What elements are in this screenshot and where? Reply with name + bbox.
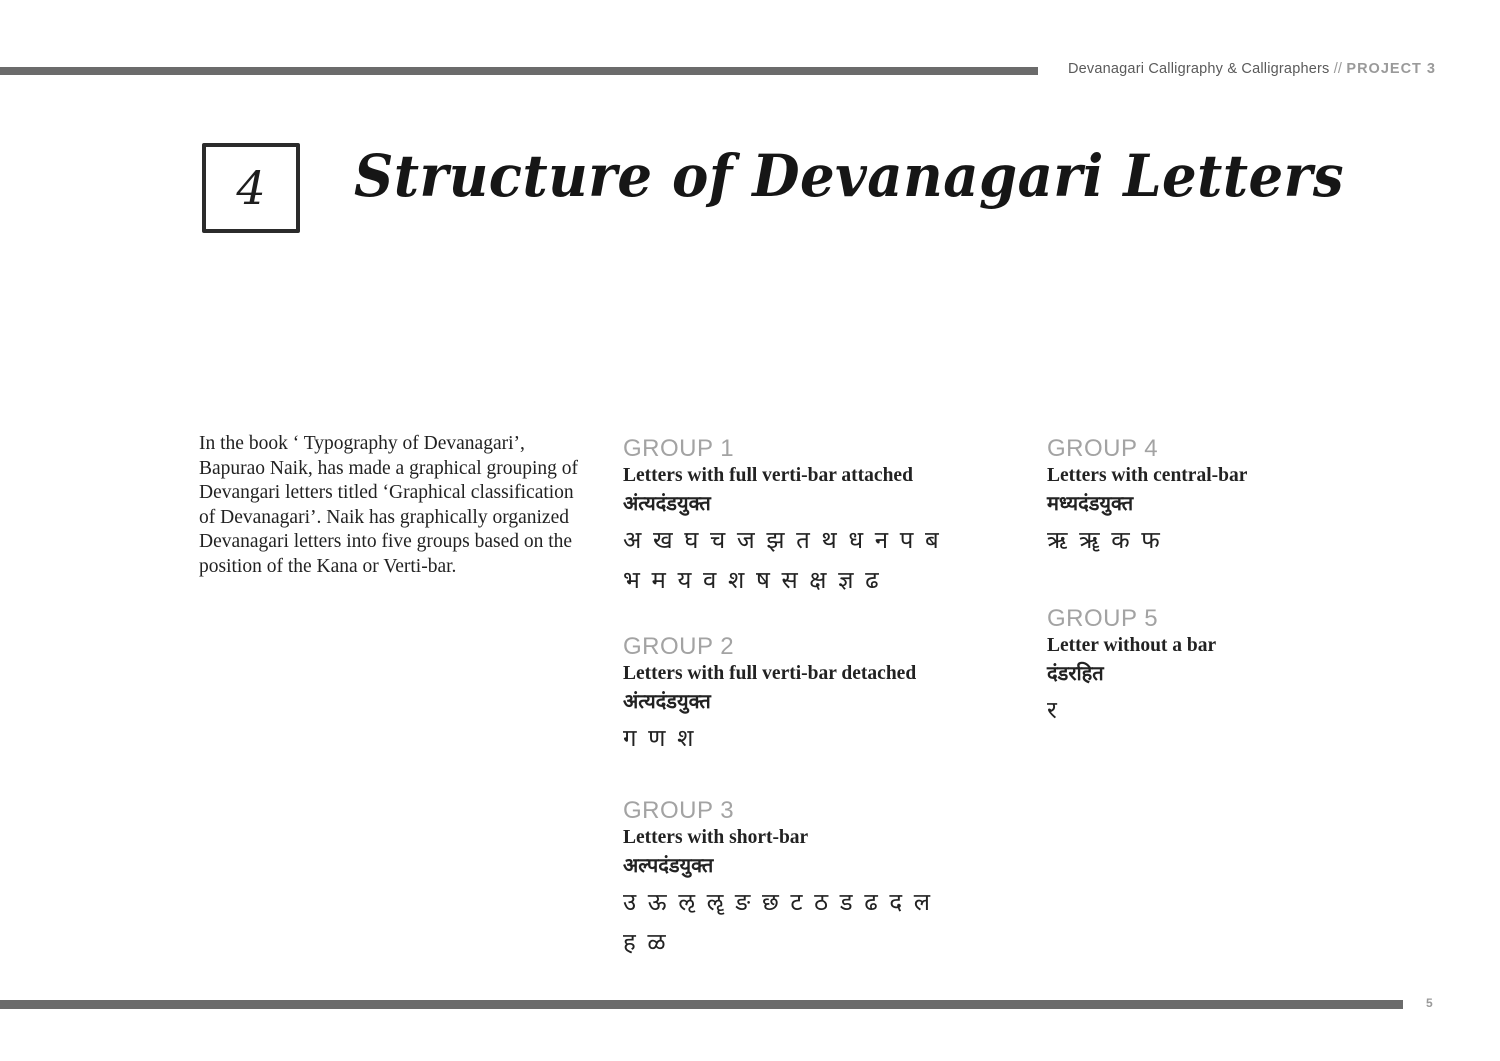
letter-line: ग ण श bbox=[623, 724, 694, 752]
letter-line: भ म य व श ष स क्ष ज्ञ ढ bbox=[623, 566, 879, 594]
chapter-number: 4 bbox=[236, 161, 266, 215]
group-hindi-title: अंत्यदंडयुक्त bbox=[623, 689, 711, 713]
header-separator: // bbox=[1333, 61, 1343, 77]
letter-line: र bbox=[1047, 696, 1057, 724]
letter-line: ऋ ॠ क फ bbox=[1047, 526, 1160, 554]
group-letters bbox=[623, 718, 1023, 758]
running-header bbox=[1068, 61, 1436, 77]
group-subtitle: Letters with full verti-bar attached bbox=[623, 465, 913, 486]
group-subtitle: Letters with full verti-bar detached bbox=[623, 663, 917, 684]
group-heading: GROUP 2 bbox=[623, 633, 735, 660]
group-3 bbox=[623, 797, 1023, 962]
group-letters bbox=[1047, 690, 1447, 730]
group-1 bbox=[623, 435, 1023, 600]
group-heading: GROUP 5 bbox=[1047, 605, 1159, 632]
group-subtitle: Letters with short-bar bbox=[623, 827, 809, 848]
group-letters bbox=[623, 520, 1023, 600]
letter-line: ह ळ bbox=[623, 928, 666, 956]
group-2 bbox=[623, 633, 1023, 758]
group-4 bbox=[1047, 435, 1447, 560]
group-hindi-title: अंत्यदंडयुक्त bbox=[623, 491, 711, 515]
running-title: Devanagari Calligraphy & Calligraphers bbox=[1067, 61, 1330, 77]
chapter-number-box bbox=[202, 143, 300, 233]
group-heading: GROUP 1 bbox=[623, 435, 735, 462]
project-label: PROJECT 3 bbox=[1346, 61, 1436, 77]
group-5 bbox=[1047, 605, 1447, 730]
group-hindi-title: अल्पदंडयुक्त bbox=[623, 853, 714, 877]
group-hindi-title: दंडरहित bbox=[1047, 661, 1104, 685]
group-heading: GROUP 3 bbox=[623, 797, 735, 824]
intro-paragraph: In the book ‘ Typography of Devanagari’, Bapurao Naik, has made a graphical grouping of Devangari letters titled ‘Graphical classification of Devanagari’. Naik has graphically organized Devanagari letters into five groups based on the position of the Kana or Verti-bar. bbox=[199, 433, 579, 577]
group-heading: GROUP 4 bbox=[1047, 435, 1159, 462]
group-subtitle: Letter without a bar bbox=[1047, 635, 1217, 656]
group-letters bbox=[623, 882, 1023, 962]
letter-line: उ ऊ ऌ ॡ ङ छ ट ठ ड ढ द ल bbox=[623, 888, 930, 916]
page-number: 5 bbox=[1426, 996, 1433, 1010]
group-subtitle: Letters with central-bar bbox=[1047, 465, 1248, 486]
letter-line: अ ख घ च ज झ त थ ध न प ब bbox=[623, 526, 939, 554]
group-hindi-title: मध्यदंडयुक्त bbox=[1047, 491, 1134, 515]
header-rule bbox=[0, 67, 1038, 75]
group-letters bbox=[1047, 520, 1447, 560]
chapter-title: Structure of Devanagari Letters bbox=[354, 142, 1344, 210]
footer-rule bbox=[0, 1000, 1403, 1009]
